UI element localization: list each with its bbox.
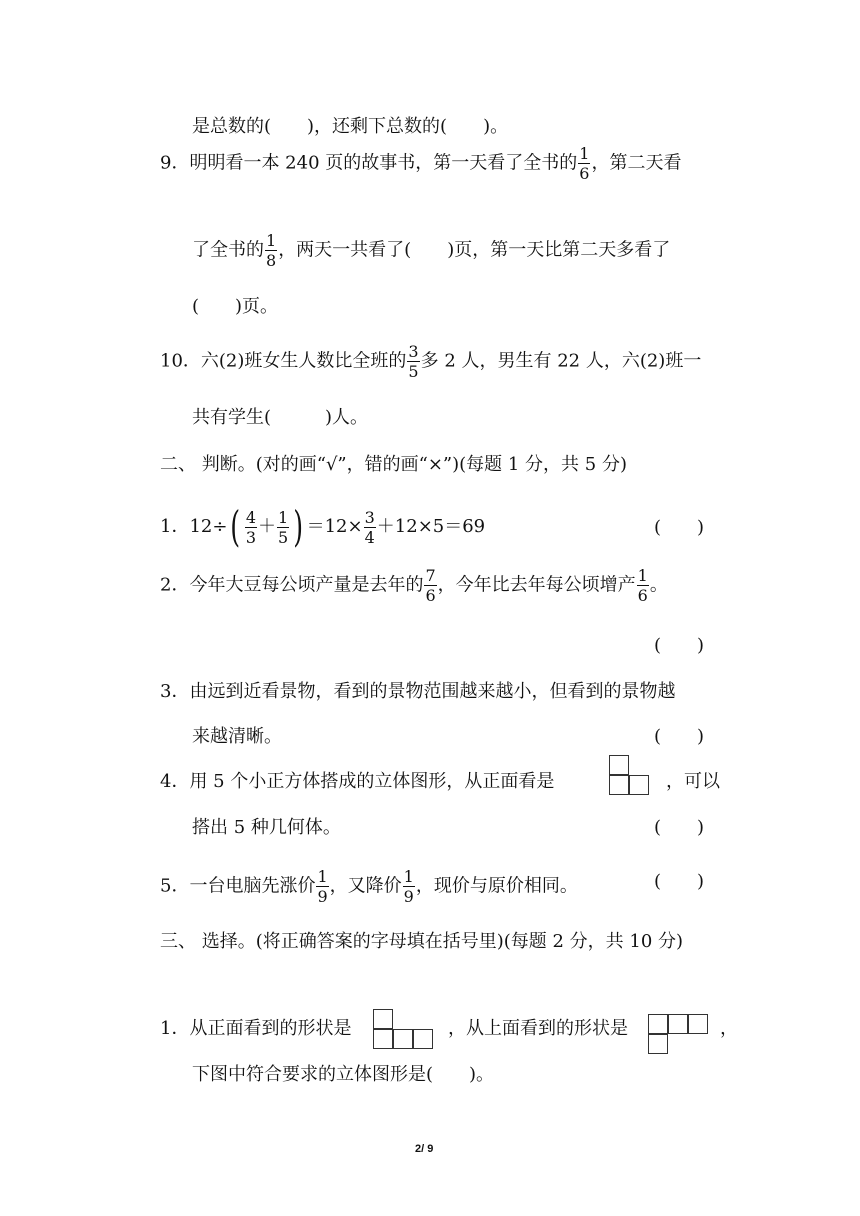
q9-line3: ( )页。: [192, 296, 279, 317]
s2-q1: [160, 504, 485, 550]
s2-q4-line1: [160, 770, 554, 794]
q9-number: 9．: [160, 152, 190, 174]
top-view-shape: [648, 1014, 712, 1058]
s2-q4-text-a: 用 5 个小正方体搭成的立体图形，从正面看是: [189, 771, 555, 792]
fraction-one-sixth-b: $\frac{1}{6}$: [637, 566, 648, 605]
fraction-one-sixth: $\frac{1}{6}$: [579, 144, 590, 183]
s2-q5-text-c: ，现价与原价相同。: [415, 875, 578, 897]
q10-line2: 共有学生( )人。: [192, 407, 369, 428]
s2-q1-text-a: 12÷: [189, 516, 228, 537]
fraction-one-ninth-a: $\frac{1}{9}$: [317, 867, 328, 906]
q10-number: 10．: [160, 350, 201, 372]
page-number: 2/ 9: [415, 1143, 434, 1155]
s2-q2-text-b: ，今年比去年每公顷增产: [437, 574, 636, 596]
s2-q3-text-a: 由远到近看景物，看到的景物范围越来越小，但看到的景物越: [189, 681, 676, 702]
s3-q1-number: 1．: [160, 1018, 190, 1039]
s2-q3-line2: 来越清晰。: [192, 726, 282, 747]
section3-heading: 三、 选择。(将正确答案的字母填在括号里)(每题 2 分，共 10 分): [160, 931, 684, 952]
s3-q1-text-b: ，从上面看到的形状是: [448, 1018, 628, 1039]
s3-q1-text-a: 从正面看到的形状是: [189, 1018, 352, 1039]
s2-q2-text-c: 。: [649, 574, 668, 596]
right-paren: ): [293, 502, 304, 551]
s2-q4-number: 4．: [160, 771, 190, 792]
s2-q5-text-b: ，又降价: [329, 875, 402, 897]
fraction-one-fifth: $\frac{1}{5}$: [278, 507, 289, 547]
s2-q1-number: 1．: [160, 516, 190, 537]
s2-q4-text-b: ，可以: [666, 771, 720, 792]
fraction-one-eighth: $\frac{1}{8}$: [266, 231, 277, 270]
fraction-three-fifths: $\frac{3}{5}$: [408, 342, 419, 381]
s2-q2-answer-paren[interactable]: ( ): [654, 635, 705, 656]
s2-q3-line1: [160, 680, 675, 704]
q10-text-a: 六(2)班女生人数比全班的: [200, 350, 407, 372]
q9-text-d: ，两天一共看了( )页，第一天比第二天多看了: [278, 239, 671, 261]
s3-q1-line2: 下图中符合要求的立体图形是( )。: [192, 1064, 495, 1085]
s2-q1-text-b: ＝12×: [306, 516, 363, 537]
s2-q5: [160, 868, 578, 905]
fraction-three-fourths: $\frac{3}{4}$: [364, 507, 375, 547]
q9-line2: [192, 232, 670, 269]
s2-q3-number: 3．: [160, 681, 190, 702]
fraction-one-ninth-b: $\frac{1}{9}$: [403, 867, 414, 906]
q9-line1: [160, 145, 681, 182]
q9-text-a: 明明看一本 240 页的故事书，第一天看了全书的: [189, 152, 578, 174]
q10-text-b: 多 2 人，男生有 22 人，六(2)班一: [420, 350, 702, 372]
left-paren: (: [230, 502, 241, 551]
q9-text-b: ，第二天看: [591, 152, 682, 174]
s2-q4-answer-paren[interactable]: ( ): [654, 817, 705, 838]
front-view-figure: [609, 755, 653, 799]
s3-q1-text-c: ，: [720, 1018, 738, 1039]
front-view-shape: [373, 1009, 437, 1053]
s2-q1-answer-paren[interactable]: ( ): [654, 517, 705, 538]
q9-text-c: 了全书的: [192, 239, 264, 261]
fraction-seven-sixths: $\frac{7}{6}$: [425, 566, 436, 605]
s2-q2-number: 2．: [160, 574, 190, 596]
s2-q4-line2: 搭出 5 种几何体。: [192, 817, 341, 838]
fraction-four-thirds: $\frac{4}{3}$: [245, 507, 257, 547]
s2-q5-answer-paren[interactable]: ( ): [654, 871, 705, 892]
plus-sign: ＋: [258, 516, 277, 537]
s3-q1-number-text: [160, 1017, 351, 1041]
s2-q2-text-a: 今年大豆每公顷产量是去年的: [189, 574, 424, 596]
q8-tail: 是总数的( )，还剩下总数的( )。: [192, 116, 509, 137]
s2-q2: [160, 567, 668, 604]
section2-heading: 二、 判断。(对的画“√”，错的画“×”)(每题 1 分，共 5 分): [160, 454, 627, 475]
s2-q3-answer-paren[interactable]: ( ): [654, 726, 705, 747]
s2-q5-text-a: 一台电脑先涨价: [189, 875, 316, 897]
s2-q1-text-c: ＋12×5＝69: [376, 516, 486, 537]
q10-line1: [160, 343, 701, 380]
s2-q5-number: 5．: [160, 875, 190, 897]
